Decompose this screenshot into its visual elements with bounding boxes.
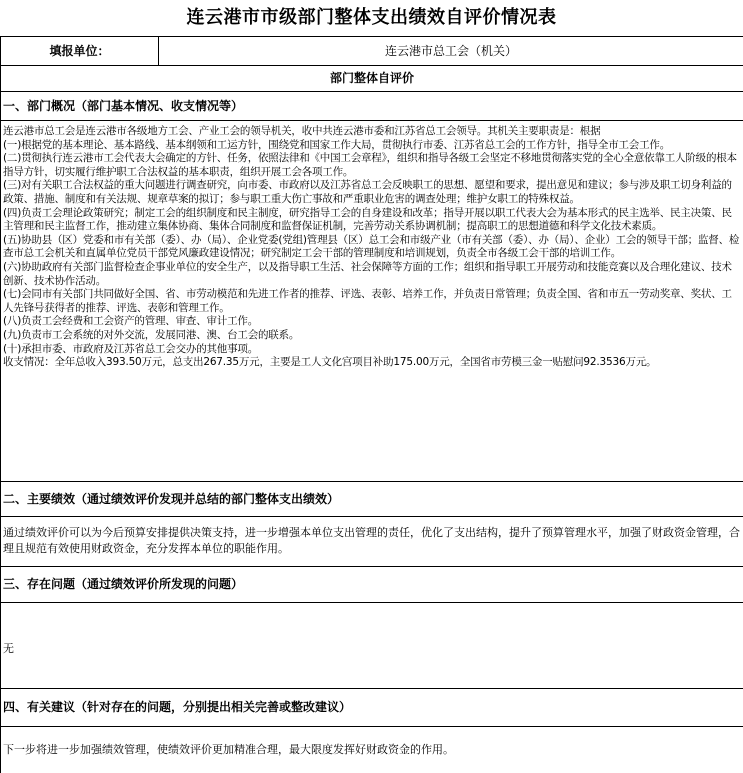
section1-body (1, 121, 743, 482)
section1-paragraph: (四)负责工会理论政策研究；制定工会的组织制度和民主制度，研究指导工会的自身建设和改革；指导开展以职工代表大会为基本形式的民主选举、民主决策、民主管理和民主监督工作，推动建立集体协商、集体合同制度和监督保证机制，完善劳动关系协调机制；提高职工的思想道德和科学文化技术素质。 (3, 206, 732, 233)
section1-paragraph: (七)会同市有关部门共同做好全国、省、市劳动模范和先进工作者的推荐、评选、表彰、培养工作，并负责日常管理；负责全国、省和市五一劳动奖章、奖状、工人先锋号获得者的推荐、评选、表彰和管理工作。 (3, 288, 732, 314)
section4-body: 下一步将进一步加强绩效管理，使绩效评价更加精准合理，最大限度发挥好财政资金的作用。 (3, 743, 454, 756)
section3-text: 无 (3, 642, 14, 655)
section1-paragraph: (九)负责市工会系统的对外交流，发展同港、澳、台工会的联系。 (3, 328, 300, 341)
evaluation-table (0, 36, 743, 773)
section1-paragraph: (八)负责工会经费和工会资产的管理、审查、审计工作。 (3, 315, 258, 328)
section1-paragraph: (一)根据党的基本理论、基本路线、基本纲领和工运方针，围绕党和国家工作大局，贯彻执行市委、江苏省总工会的工作方针，指导全市工会工作。 (3, 138, 670, 151)
income-expense-summary: 收支情况：全年总收入393.50万元，总支出267.35万元，主要是工人文化宫项目补助175.00万元，全国省市劳模三金一贴慰问92.3536万元。 (3, 356, 657, 369)
section2-heading: 二、主要绩效（通过绩效评价发现并总结的部门整体支出绩效） (1, 482, 743, 517)
report-title: 连云港市市级部门整体支出绩效自评价情况表 (186, 7, 557, 28)
section2-body: 通过绩效评价可以为今后预算安排提供决策支持，进一步增强本单位支出管理的责任，优化了支出结构，提升了预算管理水平，加强了财政资金管理，合理且规范有效使用财政资金，充分发挥本单位的职能作用。 (1, 517, 743, 567)
table-subheading: 部门整体自评价 (1, 66, 743, 92)
section1-paragraph: (六)协助政府有关部门监督检查企事业单位的安全生产，以及指导职工生活、社会保障等方面的工作；组织和指导职工开展劳动和技能竞赛以及合理化建议、技术创新、技术协作活动。 (3, 260, 732, 287)
section3-body (1, 603, 743, 689)
unit-label: 填报单位： (1, 37, 159, 65)
section4-heading: 四、有关建议（针对存在的问题，分别提出相关完善或整改建议） (1, 689, 743, 727)
section1-paragraph: (五)协助县（区）党委和市有关部（委）、办（局）、企业党委(党组)管理县（区）总工会和市级产业（市有关部（委）、办（局）、企业）工会的领导干部；监督、检查市总工会机关和直属单位党员干部党风廉政建设情况；研究制定工会干部的管理制度和培训规划，负责全市各级工会干部的培训工作。 (3, 233, 740, 260)
section1-paragraph: 连云港市总工会是连云港市各级地方工会、产业工会的领导机关，收中共连云港市委和江苏省总工会领导。其机关主要职责是：根据 (3, 125, 601, 137)
section1-paragraph: (三)对有关职工合法权益的重大问题进行调查研究，向市委、市政府以及江苏省总工会反映职工的思想、愿望和要求，提出意见和建议；参与涉及职工切身利益的政策、措施、制度和有关法规、规章草案的拟订；参与职工重大伤亡事故和严重职业危害的调查处理；维护女职工的特殊权益。 (3, 179, 732, 205)
section1-heading: 一、部门概况（部门基本情况、收支情况等） (1, 92, 743, 121)
unit-row (1, 37, 743, 66)
unit-value: 连云港市总工会（机关） (384, 44, 517, 58)
section1-paragraph: (二)贯彻执行连云港市工会代表大会确定的方针、任务，依照法律和《中国工会章程》，组织和指导各级工会坚定不移地贯彻落实党的全心全意依靠工人阶级的根本指导方针，切实履行维护职工合法权益的基本职责，组织开展工会各项工作。 (3, 152, 737, 178)
section1-paragraph: (十)承担市委、市政府及江苏省总工会交办的其他事项。 (3, 342, 258, 355)
section3-heading: 三、存在问题（通过绩效评价所发现的问题） (1, 567, 743, 603)
